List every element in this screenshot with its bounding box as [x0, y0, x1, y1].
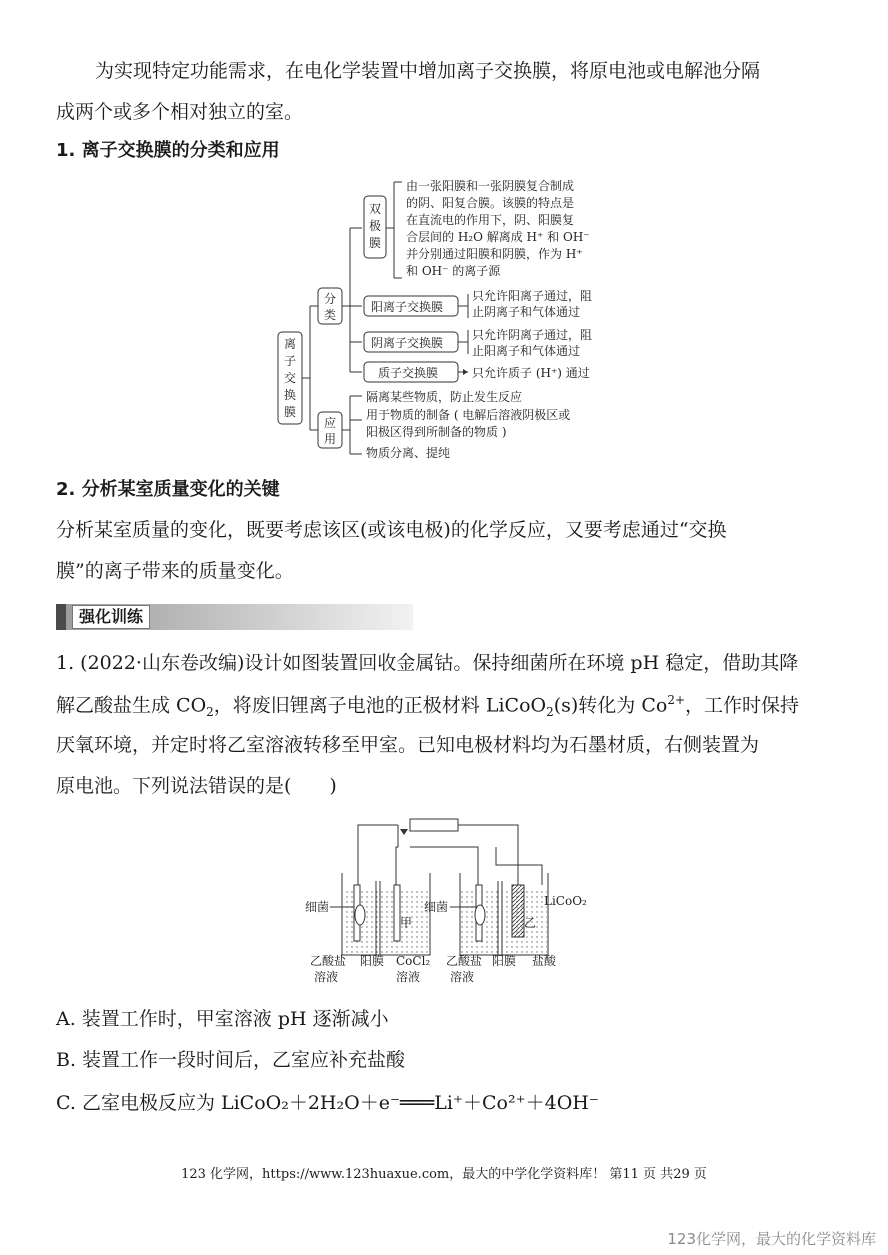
option-c [56, 1092, 599, 1115]
section-1-heading: 1. 离子交换膜的分类和应用 [56, 140, 280, 161]
jia-label: 甲 [400, 916, 413, 930]
training-tag-label: 强化训练 [72, 605, 150, 629]
bipolar-desc: 合层间的 H₂O 解离成 H⁺ 和 OH⁻ [406, 230, 590, 244]
option-c-arrow: ═══ [399, 1092, 435, 1114]
question-line-3: 厌氧环境，并定时将乙室溶液转移至甲室。已知电极材料均为石墨材质，右侧装置为 [56, 734, 760, 756]
bipolar-desc: 在直流电的作用下，阴、阳膜复 [406, 213, 575, 227]
proton-membrane-label: 质子交换膜 [378, 366, 439, 380]
membrane-classification-diagram [270, 176, 620, 464]
q2-sup: 2+ [667, 693, 686, 707]
option-b: B. 装置工作一段时间后，乙室应补充盐酸 [56, 1049, 406, 1071]
training-tag-block [56, 604, 66, 630]
bipolar-char: 双 [369, 202, 382, 216]
section-2-line-2: 膜”的离子带来的质量变化。 [56, 560, 294, 582]
resistor [410, 819, 458, 831]
anion-desc: 止阳离子和气体通过 [472, 344, 581, 358]
q2-part: ，工作时保持 [685, 694, 800, 717]
membrane-left-label: 阳膜 [360, 954, 385, 968]
bacteria-right-label: 细菌 [424, 900, 449, 914]
section-2-line-1: 分析某室质量的变化，既要考虑该区(或该电极)的化学反应，又要考虑通过“交换 [56, 519, 727, 541]
apply-char: 用 [324, 432, 337, 446]
watermark: 123化学网，最大的化学资料库 [667, 1230, 876, 1248]
apply-desc-1: 隔离某些物质，防止发生反应 [366, 390, 523, 404]
bipolar-char: 极 [369, 219, 382, 233]
section-2-heading: 2. 分析某室质量变化的关键 [56, 479, 280, 500]
apply-desc-3: 物质分离、提纯 [366, 446, 451, 460]
root-char: 交 [284, 371, 297, 385]
question-line-2 [56, 693, 799, 720]
acetate-left-label: 溶液 [314, 970, 339, 984]
q2-part: ，将废旧锂离子电池的正极材料 LiCoO [213, 694, 547, 717]
acetate-right-label: 溶液 [450, 970, 475, 984]
apply-char: 应 [324, 416, 337, 430]
q2-sub: 2 [546, 705, 554, 720]
question-line-1: 1. (2022·山东卷改编)设计如图装置回收金属钴。保持细菌所在环境 pH 稳定，借助其降 [56, 652, 799, 674]
cocl2-label: CoCl₂ [396, 954, 431, 968]
apply-desc-2: 用于物质的制备 ( 电解后溶液阴极区或 [366, 408, 571, 422]
training-tag-bar [56, 604, 413, 630]
acetate-left-label: 乙酸盐 [310, 954, 347, 968]
q2-part: (s)转化为 Co [553, 694, 668, 717]
classify-char: 分 [324, 292, 337, 306]
q2-sub: 2 [206, 705, 214, 720]
yi-label: 乙 [524, 916, 537, 930]
q2-part: 解乙酸盐生成 CO [56, 694, 207, 717]
hcl-label: 盐酸 [532, 954, 557, 968]
option-a: A. 装置工作时，甲室溶液 pH 逐渐减小 [56, 1008, 389, 1030]
root-char: 换 [284, 388, 297, 402]
option-c-prefix: C. 乙室电极反应为 LiCoO₂＋2H₂O＋e⁻ [56, 1092, 400, 1114]
page-footer: 123 化学网，https://www.123huaxue.com，最大的中学化学资料库！ 第11 页 共29 页 [181, 1167, 707, 1182]
option-c-suffix: Li⁺＋Co²⁺＋4OH⁻ [434, 1092, 599, 1114]
membrane-right-label: 阳膜 [492, 954, 517, 968]
licoo2-label: LiCoO₂ [544, 894, 587, 908]
acetate-right-label: 乙酸盐 [446, 954, 483, 968]
bipolar-char: 膜 [369, 236, 382, 250]
anion-membrane-label: 阴离子交换膜 [371, 336, 444, 350]
question-line-4: 原电池。下列说法错误的是( ) [56, 775, 337, 797]
bipolar-desc: 由一张阳膜和一张阴膜复合制成 [406, 179, 575, 193]
classify-char: 类 [324, 308, 337, 322]
bipolar-desc: 并分别通过阳膜和阴膜，作为 H⁺ [406, 247, 583, 261]
bacteria-left-label: 细菌 [305, 900, 330, 914]
proton-desc: 只允许质子 (H⁺) 通过 [472, 366, 590, 380]
intro-line-2: 成两个或多个相对独立的室。 [56, 101, 304, 123]
root-char: 离 [284, 337, 297, 351]
cation-desc: 只允许阳离子通过，阻 [472, 289, 593, 303]
anion-desc: 只允许阴离子通过，阻 [472, 328, 593, 342]
root-char: 膜 [284, 405, 297, 419]
cocl2-label: 溶液 [396, 970, 421, 984]
apparatus-diagram [300, 815, 600, 990]
bipolar-desc: 的阴、阳复合膜。该膜的特点是 [406, 196, 575, 210]
bipolar-desc: 和 OH⁻ 的离子源 [406, 264, 501, 278]
intro-line-1: 为实现特定功能需求，在电化学装置中增加离子交换膜，将原电池或电解池分隔 [95, 60, 761, 82]
cation-membrane-label: 阳离子交换膜 [371, 300, 444, 314]
apply-desc-2: 阳极区得到所制备的物质 ) [366, 425, 507, 439]
cation-desc: 止阴离子和气体通过 [472, 305, 581, 319]
root-char: 子 [284, 354, 297, 368]
